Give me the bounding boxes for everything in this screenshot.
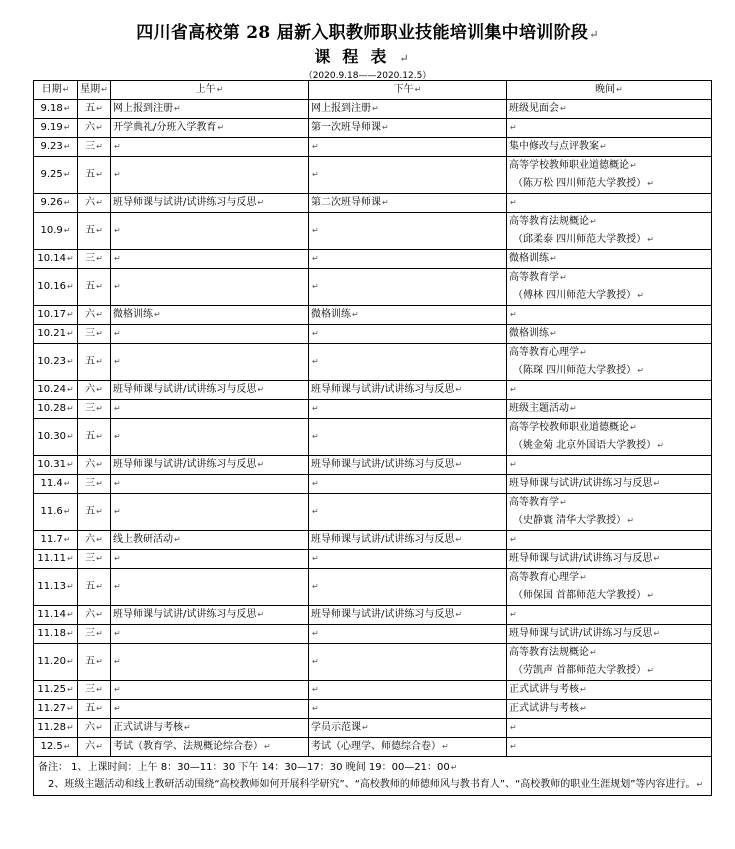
- evening-cell: [507, 625, 712, 644]
- afternoon-cell: ↵: [309, 138, 507, 157]
- evening-course: 集中修改与点评教案↵: [509, 141, 607, 152]
- evening-course: 班级主题活动↵: [509, 403, 577, 414]
- header-row: [34, 81, 712, 100]
- evening-course: 班导师课与试讲/试讲练习与反思↵: [509, 553, 661, 564]
- morning-cell: ↵: [111, 325, 309, 344]
- header-morning: 上午↵: [111, 81, 309, 100]
- weekday-cell: 六↵: [78, 531, 111, 550]
- date-cell: 9.18↵: [34, 100, 78, 119]
- morning-cell: ↵: [111, 344, 309, 381]
- evening-cell: [507, 531, 712, 550]
- morning-cell: ↵: [111, 625, 309, 644]
- notes-row: [34, 757, 712, 796]
- evening-cell: [507, 119, 712, 138]
- evening-course: 班导师课与试讲/试讲练习与反思↵: [509, 628, 661, 639]
- weekday-cell: 五↵: [78, 644, 111, 681]
- date-cell: 9.25↵: [34, 157, 78, 194]
- morning-cell: ↵: [111, 269, 309, 306]
- morning-cell: ↵: [111, 419, 309, 456]
- evening-cell: [507, 738, 712, 757]
- weekday-cell: 六↵: [78, 606, 111, 625]
- evening-cell: [507, 606, 712, 625]
- evening-cell: [507, 306, 712, 325]
- table-row: [34, 325, 712, 344]
- notes-cell: [34, 757, 712, 796]
- morning-cell: 微格训练↵: [111, 306, 309, 325]
- morning-cell: 班导师课与试讲/试讲练习与反思↵: [111, 381, 309, 400]
- evening-cell: [507, 644, 712, 681]
- weekday-cell: 六↵: [78, 194, 111, 213]
- evening-course: 班导师课与试讲/试讲练习与反思↵: [509, 478, 661, 489]
- date-cell: 10.30↵: [34, 419, 78, 456]
- date-cell: 10.31↵: [34, 456, 78, 475]
- evening-course: 高等教育心理学↵: [509, 347, 587, 358]
- table-row: [34, 531, 712, 550]
- morning-cell: ↵: [111, 250, 309, 269]
- evening-course: ↵: [510, 723, 517, 732]
- evening-cell: [507, 719, 712, 738]
- table-row: [34, 250, 712, 269]
- evening-cell: [507, 381, 712, 400]
- afternoon-cell: ↵: [309, 269, 507, 306]
- table-row: [34, 494, 712, 531]
- document-title: 四川省高校第 28 届新入职教师职业技能培训集中培训阶段↵: [136, 23, 599, 43]
- morning-cell: ↵: [111, 494, 309, 531]
- table-row: [34, 606, 712, 625]
- date-range: （2020.9.18——2020.12.5）: [303, 71, 432, 81]
- weekday-cell: 五↵: [78, 344, 111, 381]
- afternoon-cell: ↵: [309, 344, 507, 381]
- schedule-table: [33, 80, 712, 796]
- weekday-cell: 六↵: [78, 719, 111, 738]
- table-row: [34, 719, 712, 738]
- evening-lecturer: （陈琛 四川师范大学教授）↵: [513, 365, 644, 376]
- evening-course: 班级见面会↵: [509, 103, 567, 114]
- date-cell: 11.7↵: [34, 531, 78, 550]
- evening-cell: [507, 344, 712, 381]
- afternoon-cell: ↵: [309, 569, 507, 606]
- table-row: [34, 700, 712, 719]
- afternoon-cell: 班导师课与试讲/试讲练习与反思↵: [309, 531, 507, 550]
- evening-course: ↵: [510, 123, 517, 132]
- weekday-cell: 三↵: [78, 325, 111, 344]
- morning-cell: 线上教研活动↵: [111, 531, 309, 550]
- evening-course: ↵: [510, 385, 517, 394]
- evening-course: 高等教育心理学↵: [509, 572, 587, 583]
- evening-cell: [507, 157, 712, 194]
- evening-course: 正式试讲与考核↵: [509, 703, 587, 714]
- evening-cell: [507, 269, 712, 306]
- evening-cell: [507, 700, 712, 719]
- morning-cell: ↵: [111, 157, 309, 194]
- evening-cell: [507, 681, 712, 700]
- afternoon-cell: ↵: [309, 157, 507, 194]
- evening-cell: [507, 194, 712, 213]
- evening-course: ↵: [510, 742, 517, 751]
- table-row: [34, 475, 712, 494]
- weekday-cell: 五↵: [78, 700, 111, 719]
- afternoon-cell: ↵: [309, 250, 507, 269]
- table-row: [34, 644, 712, 681]
- table-row: [34, 738, 712, 757]
- date-cell: 10.24↵: [34, 381, 78, 400]
- table-row: [34, 213, 712, 250]
- date-cell: 10.28↵: [34, 400, 78, 419]
- weekday-cell: 五↵: [78, 157, 111, 194]
- afternoon-cell: 班导师课与试讲/试讲练习与反思↵: [309, 456, 507, 475]
- afternoon-cell: ↵: [309, 625, 507, 644]
- evening-course: 正式试讲与考核↵: [509, 684, 587, 695]
- weekday-cell: 五↵: [78, 569, 111, 606]
- morning-cell: 开学典礼/分班入学教育↵: [111, 119, 309, 138]
- evening-course: 高等教育法规概论↵: [509, 647, 597, 658]
- morning-cell: 班导师课与试讲/试讲练习与反思↵: [111, 194, 309, 213]
- date-cell: 10.21↵: [34, 325, 78, 344]
- weekday-cell: 五↵: [78, 419, 111, 456]
- afternoon-cell: ↵: [309, 419, 507, 456]
- evening-cell: [507, 550, 712, 569]
- evening-cell: [507, 456, 712, 475]
- morning-cell: ↵: [111, 475, 309, 494]
- table-row: [34, 194, 712, 213]
- date-cell: 10.9↵: [34, 213, 78, 250]
- afternoon-cell: 第一次班导师课↵: [309, 119, 507, 138]
- document-subtitle: 课程表↵: [314, 47, 421, 66]
- table-row: [34, 681, 712, 700]
- morning-cell: ↵: [111, 569, 309, 606]
- date-cell: 10.14↵: [34, 250, 78, 269]
- evening-lecturer: （劳凯声 首都师范大学教授）↵: [513, 665, 654, 676]
- table-row: [34, 400, 712, 419]
- date-cell: 10.23↵: [34, 344, 78, 381]
- date-cell: 11.28↵: [34, 719, 78, 738]
- afternoon-cell: 班导师课与试讲/试讲练习与反思↵: [309, 381, 507, 400]
- afternoon-cell: ↵: [309, 681, 507, 700]
- evening-cell: [507, 325, 712, 344]
- morning-cell: 考试（教育学、法规概论综合卷）↵: [111, 738, 309, 757]
- evening-course: ↵: [510, 198, 517, 207]
- evening-course: 高等学校教师职业道德概论↵: [509, 160, 637, 171]
- weekday-cell: 六↵: [78, 119, 111, 138]
- evening-course: 微格训练↵: [509, 328, 557, 339]
- afternoon-cell: ↵: [309, 550, 507, 569]
- date-cell: 11.11↵: [34, 550, 78, 569]
- table-row: [34, 419, 712, 456]
- morning-cell: 班导师课与试讲/试讲练习与反思↵: [111, 606, 309, 625]
- evening-cell: [507, 138, 712, 157]
- evening-cell: [507, 569, 712, 606]
- date-cell: 12.5↵: [34, 738, 78, 757]
- table-row: [34, 381, 712, 400]
- table-row: [34, 269, 712, 306]
- weekday-cell: 三↵: [78, 550, 111, 569]
- evening-course: 高等教育学↵: [509, 272, 567, 283]
- evening-cell: [507, 250, 712, 269]
- evening-cell: [507, 494, 712, 531]
- afternoon-cell: ↵: [309, 475, 507, 494]
- table-row: [34, 625, 712, 644]
- header-date: 日期↵: [34, 81, 78, 100]
- date-cell: 11.18↵: [34, 625, 78, 644]
- date-cell: 11.4↵: [34, 475, 78, 494]
- date-cell: 9.23↵: [34, 138, 78, 157]
- table-row: [34, 569, 712, 606]
- evening-course: 高等学校教师职业道德概论↵: [509, 422, 637, 433]
- afternoon-cell: ↵: [309, 325, 507, 344]
- weekday-cell: 五↵: [78, 213, 111, 250]
- afternoon-cell: 考试（心理学、师德综合卷）↵: [309, 738, 507, 757]
- header-afternoon: 下午↵: [309, 81, 507, 100]
- weekday-cell: 三↵: [78, 681, 111, 700]
- afternoon-cell: ↵: [309, 700, 507, 719]
- notes-line-1: 备注： 1、上课时间：上午 8：30—11：30 下午 14：30—17：30 晚间 19：00—21：00↵: [38, 762, 458, 773]
- evening-course: ↵: [510, 310, 517, 319]
- morning-cell: 正式试讲与考核↵: [111, 719, 309, 738]
- morning-cell: ↵: [111, 700, 309, 719]
- afternoon-cell: 微格训练↵: [309, 306, 507, 325]
- weekday-cell: 三↵: [78, 475, 111, 494]
- evening-course: ↵: [510, 610, 517, 619]
- morning-cell: ↵: [111, 550, 309, 569]
- evening-lecturer: （陈万松 四川师范大学教授）↵: [513, 178, 654, 189]
- morning-cell: 网上报到注册↵: [111, 100, 309, 119]
- weekday-cell: 六↵: [78, 381, 111, 400]
- date-cell: 9.26↵: [34, 194, 78, 213]
- evening-lecturer: （邱柔泰 四川师范大学教授）↵: [513, 234, 654, 245]
- evening-cell: [507, 213, 712, 250]
- evening-course: 微格训练↵: [509, 253, 557, 264]
- evening-lecturer: （傅林 四川师范大学教授）↵: [513, 290, 644, 301]
- afternoon-cell: 学员示范课↵: [309, 719, 507, 738]
- evening-lecturer: （史静寰 清华大学教授）↵: [513, 515, 634, 526]
- date-cell: 11.20↵: [34, 644, 78, 681]
- weekday-cell: 三↵: [78, 138, 111, 157]
- morning-cell: 班导师课与试讲/试讲练习与反思↵: [111, 456, 309, 475]
- table-row: [34, 119, 712, 138]
- afternoon-cell: 网上报到注册↵: [309, 100, 507, 119]
- evening-cell: [507, 475, 712, 494]
- evening-course: ↵: [510, 535, 517, 544]
- evening-cell: [507, 419, 712, 456]
- table-row: [34, 138, 712, 157]
- morning-cell: ↵: [111, 213, 309, 250]
- afternoon-cell: 班导师课与试讲/试讲练习与反思↵: [309, 606, 507, 625]
- weekday-cell: 六↵: [78, 738, 111, 757]
- morning-cell: ↵: [111, 400, 309, 419]
- date-cell: 10.16↵: [34, 269, 78, 306]
- table-row: [34, 550, 712, 569]
- date-cell: 9.19↵: [34, 119, 78, 138]
- table-row: [34, 456, 712, 475]
- weekday-cell: 六↵: [78, 456, 111, 475]
- evening-course: 高等教育学↵: [509, 497, 567, 508]
- date-cell: 11.14↵: [34, 606, 78, 625]
- header-weekday: 星期↵: [78, 81, 111, 100]
- table-row: [34, 344, 712, 381]
- date-cell: 10.17↵: [34, 306, 78, 325]
- afternoon-cell: 第二次班导师课↵: [309, 194, 507, 213]
- evening-course: ↵: [510, 460, 517, 469]
- date-cell: 11.27↵: [34, 700, 78, 719]
- evening-lecturer: （师保国 首都师范大学教授）↵: [513, 590, 654, 601]
- date-cell: 11.25↵: [34, 681, 78, 700]
- table-row: [34, 100, 712, 119]
- weekday-cell: 三↵: [78, 250, 111, 269]
- header-evening: 晚间↵: [507, 81, 712, 100]
- date-cell: 11.6↵: [34, 494, 78, 531]
- weekday-cell: 三↵: [78, 400, 111, 419]
- weekday-cell: 五↵: [78, 269, 111, 306]
- afternoon-cell: ↵: [309, 644, 507, 681]
- afternoon-cell: ↵: [309, 213, 507, 250]
- afternoon-cell: ↵: [309, 400, 507, 419]
- table-row: [34, 306, 712, 325]
- morning-cell: ↵: [111, 644, 309, 681]
- evening-lecturer: （姚金菊 北京外国语大学教授）↵: [513, 440, 664, 451]
- weekday-cell: 六↵: [78, 306, 111, 325]
- weekday-cell: 五↵: [78, 494, 111, 531]
- morning-cell: ↵: [111, 681, 309, 700]
- weekday-cell: 五↵: [78, 100, 111, 119]
- date-cell: 11.13↵: [34, 569, 78, 606]
- table-row: [34, 157, 712, 194]
- afternoon-cell: ↵: [309, 494, 507, 531]
- weekday-cell: 三↵: [78, 625, 111, 644]
- evening-cell: [507, 400, 712, 419]
- morning-cell: ↵: [111, 138, 309, 157]
- notes-line-2: 2、班级主题活动和线上教研活动围绕“高校教师如何开展科学研究”、“高校教师的师德师风与教书育人”、“高校教师的职业生涯规划”等内容进行。↵: [48, 779, 704, 790]
- evening-course: 高等教育法规概论↵: [509, 216, 597, 227]
- evening-cell: [507, 100, 712, 119]
